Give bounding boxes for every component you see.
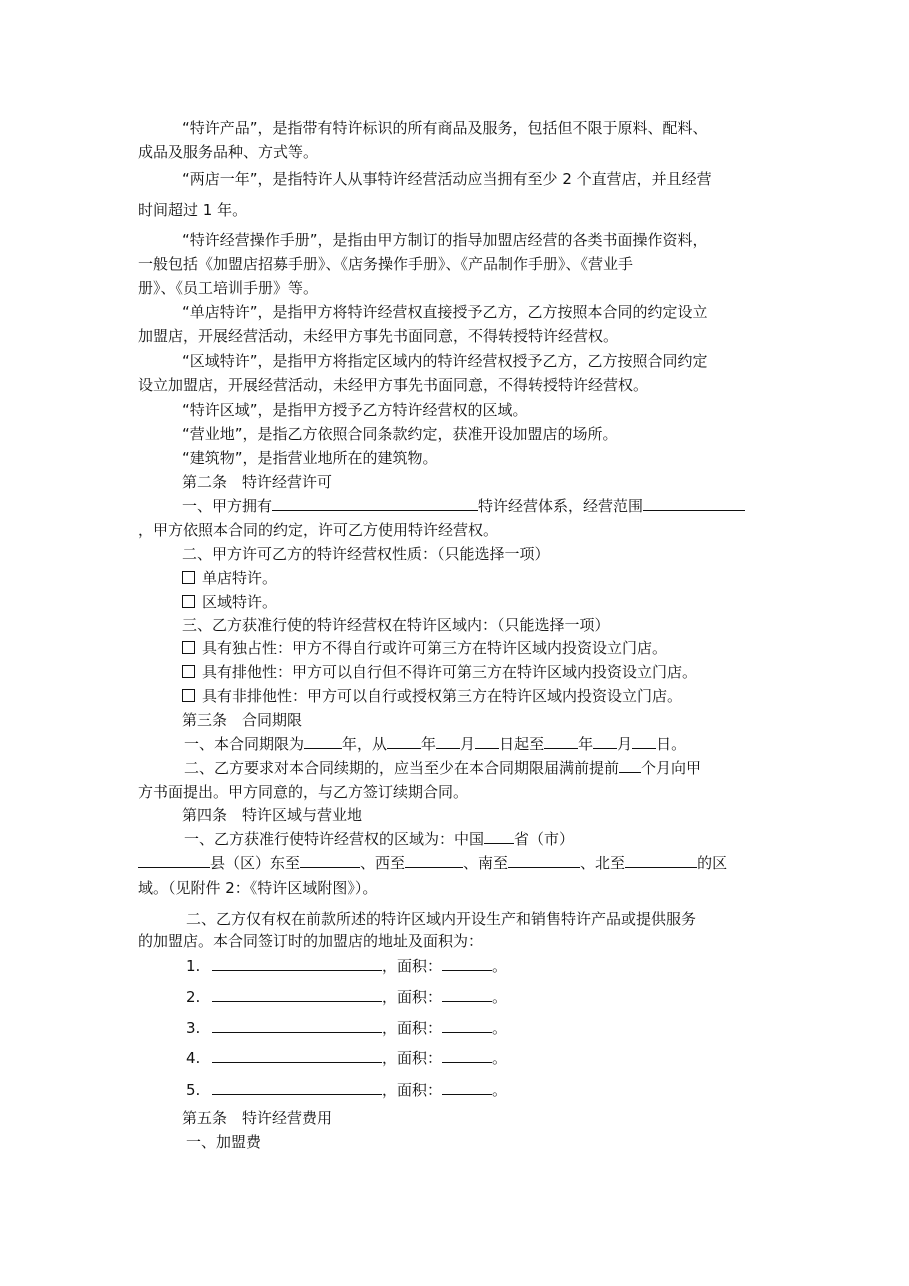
paragraph-line: 域。（见附件 2：《特许区域附图》）。 [138, 879, 378, 897]
blank-end-year[interactable] [544, 733, 578, 749]
blank-store-area[interactable] [442, 1017, 492, 1033]
blank-store-address[interactable] [212, 955, 382, 971]
checkbox[interactable] [182, 595, 195, 608]
blank-county[interactable] [138, 852, 210, 868]
article-3-heading: 第三条 合同期限 [182, 711, 303, 729]
blank-end-month[interactable] [593, 733, 617, 749]
blank-start-day[interactable] [475, 733, 499, 749]
blank-south[interactable] [508, 852, 580, 868]
paragraph-operations-manual: “特许经营操作手册”，是指由甲方制订的指导加盟店经营的各类书面操作资料， [182, 231, 708, 249]
paragraph-line: 设立加盟店，开展经营活动，未经甲方事先书面同意，不得转授特许经营权。 [138, 376, 649, 394]
checkbox[interactable] [182, 571, 195, 584]
blank-store-address[interactable] [212, 1017, 382, 1033]
blank-north[interactable] [625, 852, 697, 868]
paragraph-line: 时间超过 1 年。 [138, 201, 248, 219]
blank-west[interactable] [405, 852, 463, 868]
option-regional: 区域特许。 [182, 591, 778, 613]
blank-store-area[interactable] [442, 986, 492, 1002]
paragraph-building: “建筑物”，是指营业地所在的建筑物。 [182, 449, 438, 467]
checkbox[interactable] [182, 641, 195, 654]
blank-store-area[interactable] [442, 1079, 492, 1095]
paragraph-single-store-franchise: “单店特许”，是指甲方将特许经营权直接授予乙方，乙方按照本合同的约定设立 [182, 303, 708, 321]
store-entry-3: 3. ，面积： 。 [186, 1019, 508, 1037]
clause-2-2: 二、甲方许可乙方的特许经营权性质：（只能选择一项） [182, 545, 550, 563]
paragraph-line: 册》、《员工培训手册》等。 [138, 279, 319, 297]
checkbox[interactable] [182, 665, 195, 678]
blank-months-before[interactable] [619, 757, 641, 773]
option-single-store: 单店特许。 [182, 567, 778, 589]
clause-2-1: 一、甲方拥有 特许经营体系，经营范围 [182, 495, 778, 517]
paragraph-line: ，甲方依照本合同的约定，许可乙方使用特许经营权。 [138, 521, 499, 539]
paragraph-franchise-region: “特许区域”，是指甲方授予乙方特许经营权的区域。 [182, 401, 528, 419]
blank-store-address[interactable] [212, 1047, 382, 1063]
checkbox[interactable] [182, 689, 195, 702]
blank-system-name[interactable] [272, 495, 478, 511]
clause-3-1: 一、本合同期限为 年，从 年 月 日起至 年 月 日。 [184, 735, 687, 753]
paragraph-two-stores-one-year: “两店一年”，是指特许人从事特许经营活动应当拥有至少 2 个直营店，并且经营 [182, 170, 712, 188]
paragraph-business-premises: “营业地”，是指乙方依照合同条款约定，获准开设加盟店的场所。 [182, 425, 618, 443]
article-2-heading: 第二条 特许经营许可 [182, 473, 333, 491]
blank-end-day[interactable] [632, 733, 656, 749]
clause-3-2: 二、乙方要求对本合同续期的，应当至少在本合同期限届满前提前 个月向甲 [184, 759, 702, 777]
clause-2-3: 三、乙方获准行使的特许经营权在特许区域内：（只能选择一项） [182, 616, 610, 634]
paragraph-line: 成品及服务品种、方式等。 [138, 143, 319, 161]
blank-store-address[interactable] [212, 986, 382, 1002]
paragraph-line: 加盟店，开展经营活动，未经甲方事先书面同意，不得转授特许经营权。 [138, 327, 619, 345]
paragraph-line: 的加盟店。本合同签订时的加盟店的地址及面积为： [138, 932, 484, 950]
blank-province[interactable] [484, 828, 514, 844]
blank-store-area[interactable] [442, 955, 492, 971]
blank-store-address[interactable] [212, 1079, 382, 1095]
blank-business-scope[interactable] [643, 495, 745, 511]
clause-4-2: 二、乙方仅有权在前款所述的特许区域内开设生产和销售特许产品或提供服务 [186, 910, 697, 928]
article-4-heading: 第四条 特许区域与营业地 [182, 806, 363, 824]
blank-start-month[interactable] [436, 733, 460, 749]
paragraph-line: 一般包括《加盟店招募手册》、《店务操作手册》、《产品制作手册》、《营业手 [138, 255, 634, 273]
clause-5-1: 一、加盟费 [186, 1133, 262, 1151]
store-entry-4: 4. ，面积： 。 [186, 1049, 508, 1067]
clause-4-1: 一、乙方获准行使特许经营权的区域为：中国 省（市） [184, 830, 575, 848]
option-exclusive: 具有独占性：甲方不得自行或许可第三方在特许区域内投资设立门店。 [182, 637, 778, 659]
option-sole: 具有排他性：甲方可以自行但不得许可第三方在特许区域内投资设立门店。 [182, 661, 778, 683]
paragraph-regional-franchise: “区域特许”，是指甲方将指定区域内的特许经营权授予乙方，乙方按照合同约定 [182, 352, 708, 370]
blank-start-year[interactable] [387, 733, 421, 749]
clause-4-1-boundaries: 县（区）东至 、西至 、南至 、北至 的区 [138, 852, 778, 874]
store-entry-5: 5. ，面积： 。 [186, 1081, 508, 1099]
article-5-heading: 第五条 特许经营费用 [182, 1109, 333, 1127]
paragraph-line: 方书面提出。甲方同意的，与乙方签订续期合同。 [138, 783, 469, 801]
blank-east[interactable] [300, 852, 360, 868]
store-entry-2: 2. ，面积： 。 [186, 988, 508, 1006]
paragraph-special-products: “特许产品”，是指带有特许标识的所有商品及服务，包括但不限于原料、配料、 [182, 119, 708, 137]
option-non-exclusive: 具有非排他性：甲方可以自行或授权第三方在特许区域内投资设立门店。 [182, 685, 778, 707]
blank-years[interactable] [304, 733, 342, 749]
store-entry-1: 1. ，面积： 。 [186, 957, 508, 975]
blank-store-area[interactable] [442, 1047, 492, 1063]
